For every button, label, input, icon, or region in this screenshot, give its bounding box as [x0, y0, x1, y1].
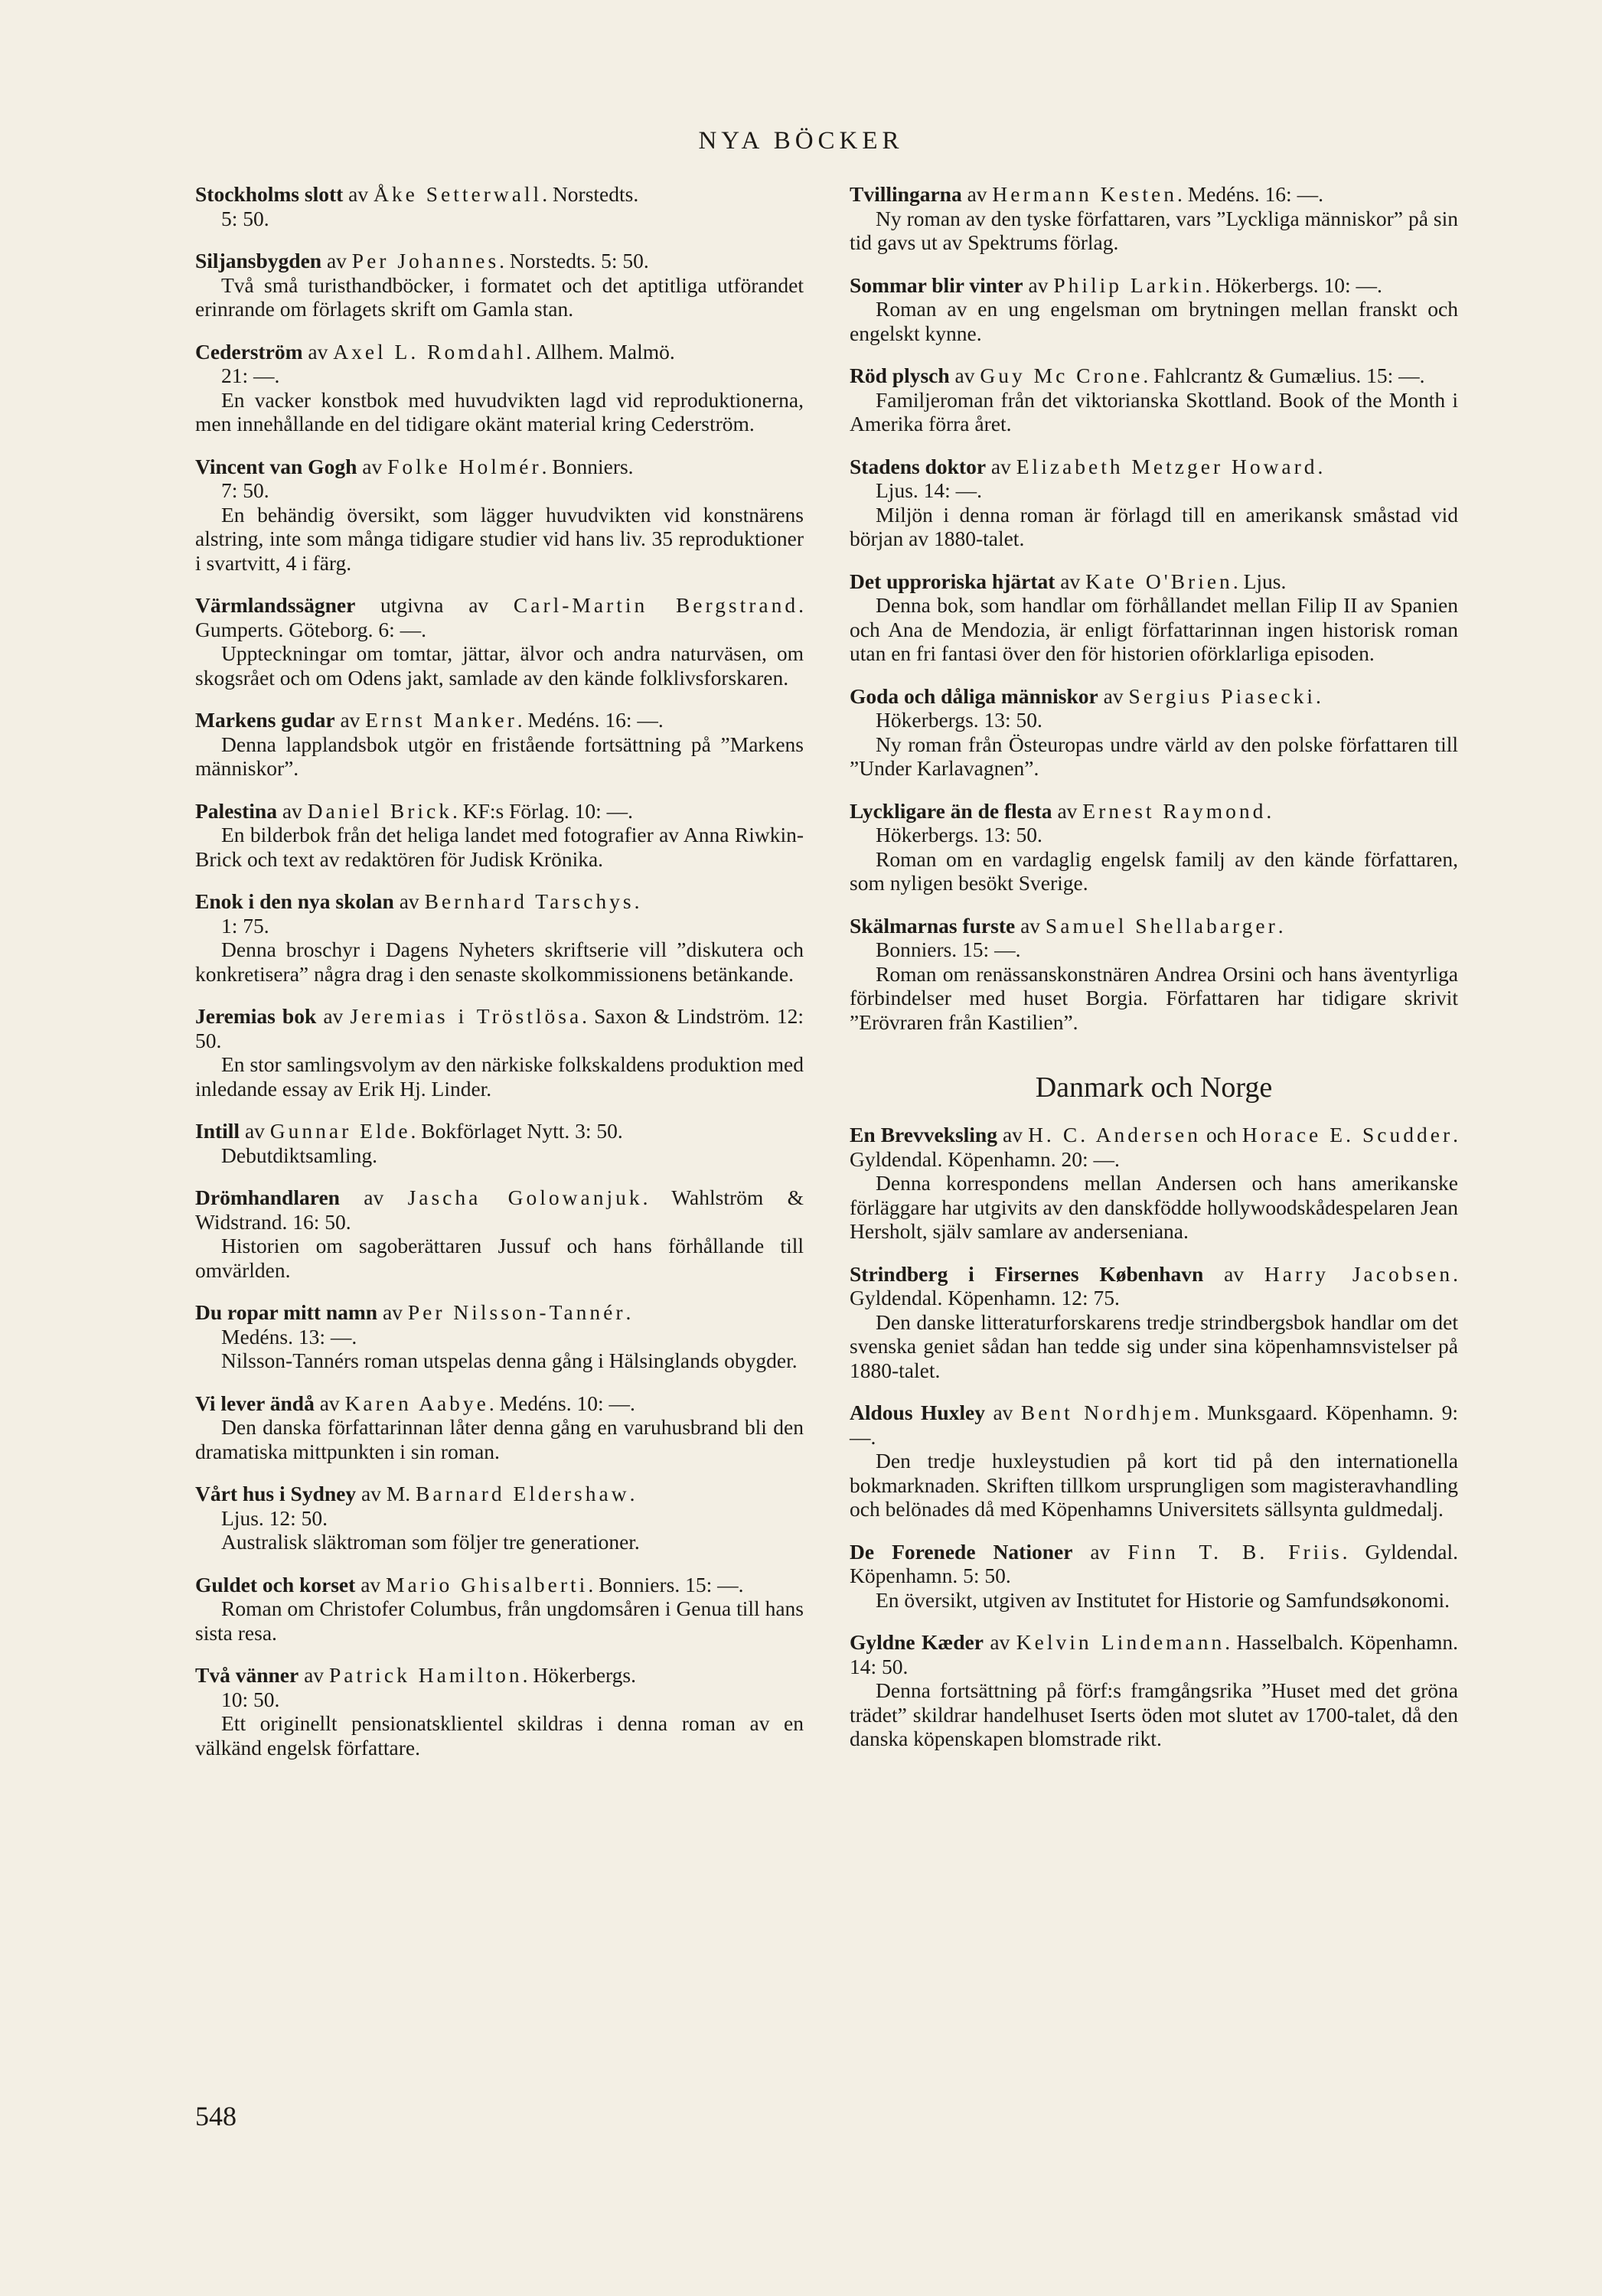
book-entry [850, 1540, 1458, 1613]
publisher-price: . Hökerbergs. [522, 1663, 637, 1687]
entry-by: av [393, 889, 425, 913]
entry-by: av [1023, 272, 1054, 297]
publisher-price: . Norstedts. [542, 182, 639, 206]
book-entry [195, 455, 804, 576]
book-entry [195, 340, 804, 436]
book-title: Enok i den nya skolan [195, 889, 394, 913]
book-entry [195, 593, 804, 690]
book-entry [850, 182, 1458, 255]
publisher-price: . Medéns. 16: —. [1176, 182, 1323, 206]
book-entry [850, 455, 1458, 551]
entry-by: av [276, 798, 308, 823]
book-entry [850, 1262, 1458, 1383]
book-author: H. C. Andersen [1028, 1123, 1201, 1146]
book-author: Hermann Kesten [992, 182, 1177, 206]
book-author: Guy Mc Crone [980, 364, 1144, 387]
book-author: Elizabeth Metzger Howard [1016, 454, 1318, 478]
entry-by: av [1052, 798, 1083, 823]
running-head: NYA BÖCKER [698, 127, 904, 155]
book-title: De Forenede Nationer [850, 1539, 1073, 1564]
publisher-price: . Munksgaard. Köpenhamn. 9: —. [850, 1401, 1458, 1449]
publisher-price: . [1277, 913, 1284, 938]
book-author: Axel L. Romdahl [333, 339, 526, 364]
book-title: Intill [195, 1119, 240, 1143]
book-description: En vacker konstbok med huvudvikten lagd vid reproduktionerna, men innehållande en del tidigare okänt material kring Cederström. [195, 387, 804, 435]
book-description: Ett originellt pensionatsklientel skildras i denna roman av en välkänd engelsk författare. [195, 1711, 804, 1760]
book-author: Sergius Piasecki [1128, 683, 1316, 708]
publisher-cont: Debutdiktsamling. [221, 1143, 377, 1167]
book-title: Cederström [195, 339, 303, 364]
entry-by: av M. [356, 1482, 416, 1505]
book-author: Carl-Martin Bergstrand [513, 593, 799, 617]
book-description: Denna broschyr i Dagens Nyheters skriftserie vill ”diskutera och konkretisera” några drag i den senaste skolkommissionens betänkande. [195, 938, 804, 986]
publisher-cont: Ljus. 14: —. [876, 478, 983, 502]
book-title: Sommar blir vinter [850, 272, 1023, 297]
publisher-price: . [1266, 798, 1272, 823]
publisher-price: . [625, 1300, 631, 1324]
book-author: Daniel Brick [307, 798, 452, 823]
book-description: En stor samlingsvolym av den närkiske folkskaldens produktion med inledande essay av Erik Hj. Linder. [195, 1052, 804, 1101]
book-title: Tvillingarna [850, 182, 962, 206]
entry-by: av [986, 454, 1016, 478]
book-entry [195, 1482, 804, 1554]
book-author: Karen Aabye [344, 1391, 489, 1415]
publisher-cont: 5: 50. [221, 206, 269, 230]
publisher-cont: 7: 50. [221, 478, 269, 502]
book-entry [850, 1630, 1458, 1751]
book-author: Mario Ghisalberti [386, 1572, 589, 1596]
book-author: Samuel Shellabarger [1045, 913, 1278, 938]
book-author: Bernhard Tarschys [424, 889, 635, 913]
book-description: Historien om sagoberättaren Jussuf och hans förhållande till omvärlden. [195, 1234, 804, 1282]
entry-by: av [321, 249, 352, 272]
book-author: Per Johannes [351, 249, 500, 272]
entry-by: av [299, 1663, 329, 1687]
book-description: Roman om renässanskonstnären Andrea Orsini och hans äventyrliga förbindelser med huset Borgia. Författaren har tidigare skrivit ”Erövraren från Kastilien”. [850, 961, 1458, 1034]
publisher-price: . Bokförlaget Nytt. 3: 50. [410, 1119, 623, 1143]
book-author: Jascha Golowanjuk [407, 1186, 643, 1209]
book-description: Roman av en ung engelsman om brytningen mellan franskt och engelskt kynne. [850, 297, 1458, 345]
book-author: Harry Jacobsen [1264, 1261, 1454, 1286]
entry-by: av [1055, 569, 1086, 593]
book-description: Denna bok, som handlar om förhållandet mellan Filip II av Spanien och Ana de Mendozia, är enligt författarinnan ingen historisk roman utan en fri fantasi över den för historien oförklarliga episoden. [850, 593, 1458, 665]
publisher-price: . Gyldendal. Köpenhamn. 20: —. [850, 1123, 1458, 1171]
section-heading: Danmark och Norge [1035, 1071, 1273, 1104]
publisher-price: . KF:s Förlag. 10: —. [452, 798, 634, 823]
book-title: Det upproriska hjärtat [850, 569, 1055, 593]
publisher-cont: Hökerbergs. 13: 50. [876, 708, 1042, 732]
book-title: Siljansbygden [195, 249, 322, 272]
book-title: Värmlandssägner [195, 593, 356, 617]
publisher-price: . Allhem. Malmö. [525, 339, 675, 364]
publisher-price: . Medéns. 10: —. [488, 1391, 635, 1415]
entry-by: av [1015, 913, 1046, 938]
book-description: Roman om Christofer Columbus, från ungdomsåren i Genua till hans sista resa. [195, 1596, 804, 1645]
entry-by: av [343, 182, 374, 206]
book-title: Vincent van Gogh [195, 454, 357, 478]
entry-by: av [377, 1300, 408, 1324]
book-author: Philip Larkin [1053, 272, 1206, 297]
book-entry [850, 364, 1458, 436]
entry-by: av [961, 182, 993, 206]
book-entry [850, 914, 1458, 1035]
book-description: Denna fortsättning på förf:s framgångsrika ”Huset med det gröna trädet” skildrar handelhuset Iserts öden mot slutet av 1700-talet, då den danska köpenskapen blomstrade rikt. [850, 1678, 1458, 1750]
publisher-cont: 1: 75. [221, 913, 269, 938]
book-entry [195, 1391, 804, 1464]
entry-by: av [316, 1004, 351, 1028]
book-entry [195, 889, 804, 986]
entry-by: av [1098, 683, 1129, 708]
book-title: Vi lever ändå [195, 1391, 315, 1415]
book-title: Två vänner [195, 1663, 299, 1687]
book-title: Vårt hus i Sydney [195, 1482, 357, 1505]
publisher-price: . [634, 889, 640, 913]
entry-by: av [240, 1119, 270, 1143]
entry-by: av [355, 1572, 387, 1596]
publisher-cont: Medéns. 13: —. [221, 1324, 357, 1349]
book-title: Strindberg i Firsernes København [850, 1261, 1204, 1286]
entry-by: av [357, 454, 388, 478]
book-author: Per Nilsson-Tannér [407, 1300, 626, 1324]
publisher-cont: Hökerbergs. 13: 50. [876, 823, 1042, 846]
book-author: Ernest Raymond [1082, 798, 1267, 823]
book-entry [195, 249, 804, 321]
book-entry [850, 684, 1458, 781]
book-description: Ny roman av den tyske författaren, vars ”Lyckliga människor” på sin tid gavs ut av Spektrums förlag. [850, 206, 1458, 254]
book-entry [850, 273, 1458, 346]
publisher-price: . Saxon & Lindström. 12: 50. [195, 1004, 804, 1052]
book-description: Den danske litteraturforskarens tredje strindbergsbok handlar om det svenska geniet sådan han tedde sig under sina köpenhamnsvistelser på 1880-talet. [850, 1309, 1458, 1382]
publisher-cont: Bonniers. 15: —. [876, 938, 1021, 961]
book-entry [195, 708, 804, 781]
entry-by: av [339, 1186, 408, 1209]
book-description: Nilsson-Tannérs roman utspelas denna gång i Hälsinglands obygder. [221, 1349, 798, 1372]
publisher-cont: Ljus. 12: 50. [221, 1505, 328, 1530]
book-entry [850, 799, 1458, 895]
book-entry [850, 1401, 1458, 1521]
book-entry [195, 1663, 804, 1760]
publisher-price: . Wahlström & Widstrand. 16: 50. [195, 1186, 804, 1234]
publisher-price: . Gumperts. Göteborg. 6: —. [195, 593, 804, 641]
book-title: Aldous Huxley [850, 1401, 986, 1424]
publisher-price: . Ljus. [1232, 569, 1287, 593]
publisher-price: . Bonniers. 15: —. [588, 1572, 744, 1596]
book-author: Bent Nordhjem [1020, 1401, 1194, 1424]
book-description: Den danska författarinnan låter denna gång en varuhusbrand bli den dramatiska mittpunkten i sin roman. [195, 1415, 804, 1463]
book-author: Kate O'Brien [1085, 569, 1233, 593]
book-title: Jeremias bok [195, 1004, 317, 1028]
book-entry [850, 1123, 1458, 1244]
book-title: Stadens doktor [850, 454, 987, 478]
book-author: Åke Setterwall [374, 182, 543, 206]
book-description: Roman om en vardaglig engelsk familj av den kände författaren, som nyligen besökt Sverige. [850, 846, 1458, 895]
book-author: Folke Holmér [387, 454, 542, 478]
book-title: Palestina [195, 798, 277, 823]
publisher-price: . [1317, 454, 1323, 478]
page-number: 548 [195, 2101, 237, 2131]
book-description: Två små turisthandböcker, i formatet och det aptitliga utförandet erinrande om förlagets skrift om Gamla stan. [195, 272, 804, 321]
book-entry [195, 182, 804, 230]
entry-by: av [334, 708, 366, 732]
publisher-price: . Gyldendal. Köpenhamn. 12: 75. [850, 1261, 1458, 1309]
book-title: En Brevveksling [850, 1123, 997, 1146]
book-description: Australisk släktroman som följer tre generationer. [221, 1530, 640, 1554]
publisher-cont: 10: 50. [221, 1687, 280, 1711]
publisher-price: . Gyldendal. Köpenhamn. 5: 50. [850, 1539, 1458, 1587]
book-author: Barnard Eldershaw [416, 1482, 630, 1505]
book-description: Denna korrespondens mellan Andersen och hans amerikanske förläggare har utgivits av den danskfödde hollywoodskådespelaren Jean Hersholt, själv samlare av anderseniana. [850, 1171, 1458, 1243]
book-entry [195, 1186, 804, 1282]
book-description: Den tredje huxleystudien på kort tid på den internationella bokmarknaden. Skriften tillkom ursprungligen som magisteravhandling och belönades då med Köpenhamns Universitets sällsynta guldmedalj. [850, 1449, 1458, 1521]
book-description: En bilderbok från det heliga landet med fotografier av Anna Riwkin-Brick och text av redaktören för Judisk Krönika. [195, 823, 804, 871]
entry-by: av [997, 1123, 1029, 1146]
right-column [850, 182, 1458, 1769]
book-author: Patrick Hamilton [328, 1663, 523, 1687]
publisher-cont: 21: —. [221, 364, 280, 387]
publisher-price: . Hasselbalch. Köpenhamn. 14: 50. [850, 1630, 1459, 1678]
book-title: Du ropar mitt namn [195, 1300, 378, 1324]
book-title: Guldet och korset [195, 1572, 356, 1596]
entry-by: och [1201, 1123, 1242, 1146]
book-entry [195, 1119, 804, 1167]
book-title: Röd plysch [850, 364, 950, 387]
book-title: Markens gudar [195, 708, 335, 732]
book-title: Skälmarnas furste [850, 913, 1016, 938]
left-column [195, 182, 804, 1778]
book-title: Drömhandlaren [195, 1186, 340, 1209]
entry-by: av [1072, 1539, 1128, 1564]
book-entry [195, 1300, 804, 1373]
book-title: Stockholms slott [195, 182, 344, 206]
book-entry [850, 569, 1458, 666]
book-description: En behändig översikt, som lägger huvudvikten vid konstnärens alstring, inte som många tidigare studier vid hans liv. 35 reproduktioner i svartvitt, 4 i färg. [195, 502, 804, 575]
entry-by: av [983, 1630, 1016, 1654]
publisher-price: . [629, 1482, 635, 1505]
book-entry [195, 1004, 804, 1101]
book-title: Goda och dåliga människor [850, 683, 1098, 708]
publisher-price: . Medéns. 16: —. [517, 708, 664, 732]
publisher-price: . [1315, 683, 1321, 708]
entry-by: utgivna av [355, 593, 514, 617]
entry-by: av [1203, 1261, 1264, 1286]
book-author: Ernst Manker [365, 708, 517, 732]
book-entry [195, 1573, 804, 1645]
publisher-price: . Fahlcrantz & Gumælius. 15: —. [1143, 364, 1425, 387]
publisher-price: . Hökerbergs. 10: —. [1205, 272, 1382, 297]
book-description: Familjeroman från det viktorianska Skottland. Book of the Month i Amerika förra året. [850, 387, 1458, 435]
book-author: Jeremias i Tröstlösa [350, 1004, 582, 1028]
book-author: Finn T. B. Friis [1127, 1539, 1343, 1564]
book-title: Gyldne Kæder [850, 1630, 984, 1654]
book-description: Uppteckningar om tomtar, jättar, älvor och andra naturväsen, om skogsrået och om Odens jakt, samlade av den kände folklivsforskaren. [195, 641, 804, 690]
entry-by: av [949, 364, 980, 387]
entry-by: av [985, 1401, 1021, 1424]
publisher-price: . Norstedts. 5: 50. [499, 249, 649, 272]
book-author: Kelvin Lindemann [1016, 1630, 1225, 1654]
book-description: En översikt, utgiven av Institutet for Historie og Samfundsøkonomi. [876, 1587, 1450, 1612]
publisher-price: . Bonniers. [541, 454, 634, 478]
book-author: Horace E. Scudder [1241, 1123, 1454, 1146]
book-description: Denna lapplandsbok utgör en fristående fortsättning på ”Markens människor”. [195, 732, 804, 780]
book-author: Gunnar Elde [269, 1119, 411, 1143]
entry-by: av [314, 1391, 345, 1415]
entry-by: av [302, 339, 334, 364]
book-title: Lyckligare än de flesta [850, 798, 1052, 823]
book-description: Miljön i denna roman är förlagd till en amerikansk småstad vid början av 1880-talet. [850, 502, 1458, 550]
book-description: Ny roman från Östeuropas undre värld av den polske författaren till ”Under Karlavagnen”. [850, 732, 1458, 780]
book-entry [195, 799, 804, 872]
